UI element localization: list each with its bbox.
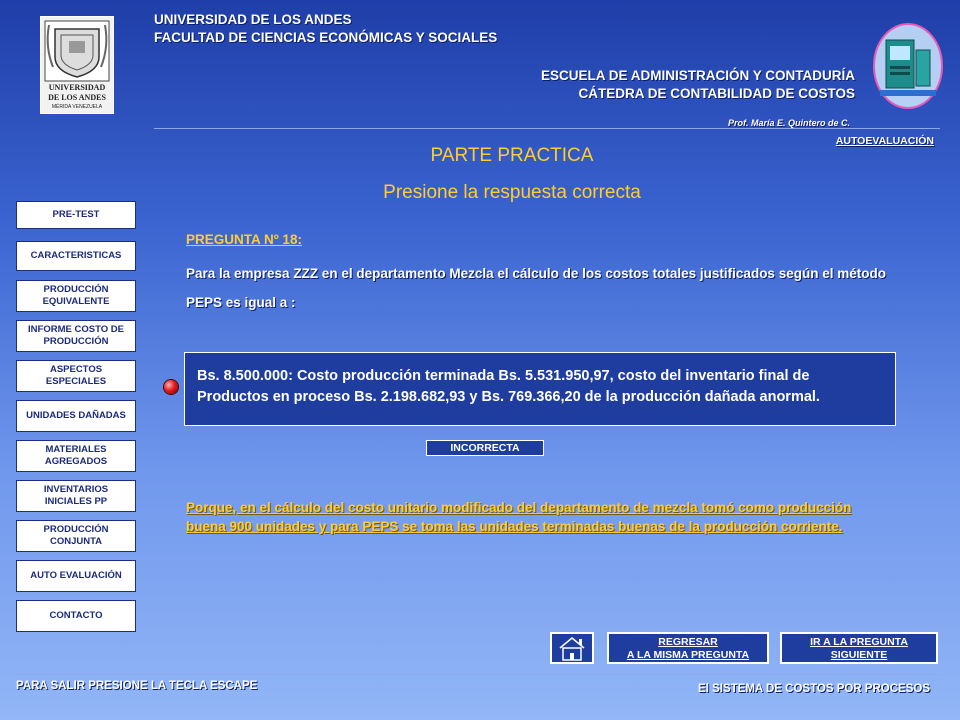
system-title: El SISTEMA DE COSTOS POR PROCESOS bbox=[698, 683, 930, 695]
question-number: PREGUNTA Nº 18: bbox=[186, 232, 302, 247]
nav-label: PRODUCCIÓN EQUIVALENTE bbox=[42, 284, 110, 307]
faculty-name: FACULTAD DE CIENCIAS ECONÓMICAS Y SOCIALES bbox=[154, 30, 498, 45]
question-text: Para la empresa ZZZ en el departamento Mezcla el cálculo de los costos totales justificados según el método PEPS es igual a : bbox=[186, 266, 886, 310]
nav-aspectos-especiales[interactable] bbox=[16, 360, 136, 392]
back-line-1: REGRESAR bbox=[658, 636, 718, 648]
next-line-2: SIGUIENTE bbox=[830, 649, 888, 661]
nav-contacto[interactable] bbox=[16, 600, 136, 632]
nav-produccion-conjunta[interactable] bbox=[16, 520, 136, 552]
nav-caracteristicas[interactable] bbox=[16, 241, 136, 271]
back-same-question-button[interactable] bbox=[607, 632, 769, 664]
explanation-text: Porque, en el cálculo del costo unitario modificado del departamento de mezcla tomó como producción buena 900 unidades y para PEPS se toma las unidades terminadas buenas de la producción corriente. bbox=[186, 500, 852, 534]
nav-label: INFORME COSTO DE PRODUCCIÓN bbox=[28, 324, 124, 347]
logo-text-1: UNIVERSIDAD bbox=[48, 83, 106, 92]
section-label: AUTOEVALUACIÓN bbox=[835, 135, 934, 147]
answer-option[interactable]: Bs. 8.500.000: Costo producción terminada Bs. 5.531.950,97, costo del inventario final de Productos en proceso Bs. 2.198.682,93 y Bs. 769.366,20 de la producción dañada anormal. bbox=[184, 352, 896, 426]
home-icon bbox=[552, 634, 592, 662]
part-title: PARTE PRACTICA bbox=[430, 145, 594, 166]
logo-text-3: MÉRIDA VENEZUELA bbox=[51, 104, 103, 110]
nav-materiales-agregados[interactable] bbox=[16, 440, 136, 472]
answer-bullet-icon[interactable] bbox=[164, 380, 178, 394]
instruction-title: Presione la respuesta correcta bbox=[383, 182, 641, 203]
nav-produccion-equivalente[interactable] bbox=[16, 280, 136, 312]
nav-label: INVENTARIOS INICIALES PP bbox=[43, 484, 109, 507]
back-line-2: A LA MISMA PREGUNTA bbox=[626, 649, 750, 661]
footer-divider bbox=[16, 674, 940, 675]
nav-label: CONTACTO bbox=[49, 610, 103, 621]
nav-label: CARACTERISTICAS bbox=[30, 250, 122, 261]
university-name: UNIVERSIDAD DE LOS ANDES bbox=[154, 12, 352, 27]
nav-label: ASPECTOS ESPECIALES bbox=[45, 364, 107, 387]
university-logo bbox=[40, 16, 114, 114]
next-line-1: IR A LA PREGUNTA bbox=[810, 636, 908, 648]
nav-pre-test[interactable] bbox=[16, 201, 136, 229]
computer-illustration bbox=[872, 20, 944, 110]
nav-label: PRE-TEST bbox=[52, 209, 100, 220]
nav-label: MATERIALES AGREGADOS bbox=[44, 444, 108, 467]
nav-informe-costo[interactable] bbox=[16, 320, 136, 352]
chair-name: CÁTEDRA DE CONTABILIDAD DE COSTOS bbox=[578, 86, 855, 101]
header-divider bbox=[154, 128, 940, 129]
exit-instruction: PARA SALIR PRESIONE LA TECLA ESCAPE bbox=[16, 680, 258, 692]
logo-text-2: DE LOS ANDES bbox=[48, 93, 106, 102]
professor-name: Prof. María E. Quintero de C. bbox=[727, 118, 850, 128]
home-button[interactable] bbox=[550, 632, 594, 664]
nav-inventarios-iniciales[interactable] bbox=[16, 480, 136, 512]
result-badge: INCORRECTA bbox=[426, 440, 544, 456]
school-name: ESCUELA DE ADMINISTRACIÓN Y CONTADURÍA bbox=[540, 68, 855, 83]
nav-auto-evaluacion[interactable] bbox=[16, 560, 136, 592]
computer-icon bbox=[872, 20, 944, 110]
nav-label: AUTO EVALUACIÓN bbox=[30, 570, 122, 581]
nav-unidades-danadas[interactable] bbox=[16, 400, 136, 432]
nav-label: UNIDADES DAÑADAS bbox=[26, 410, 126, 421]
nav-label: PRODUCCIÓN CONJUNTA bbox=[43, 524, 109, 547]
next-question-button[interactable] bbox=[780, 632, 938, 664]
